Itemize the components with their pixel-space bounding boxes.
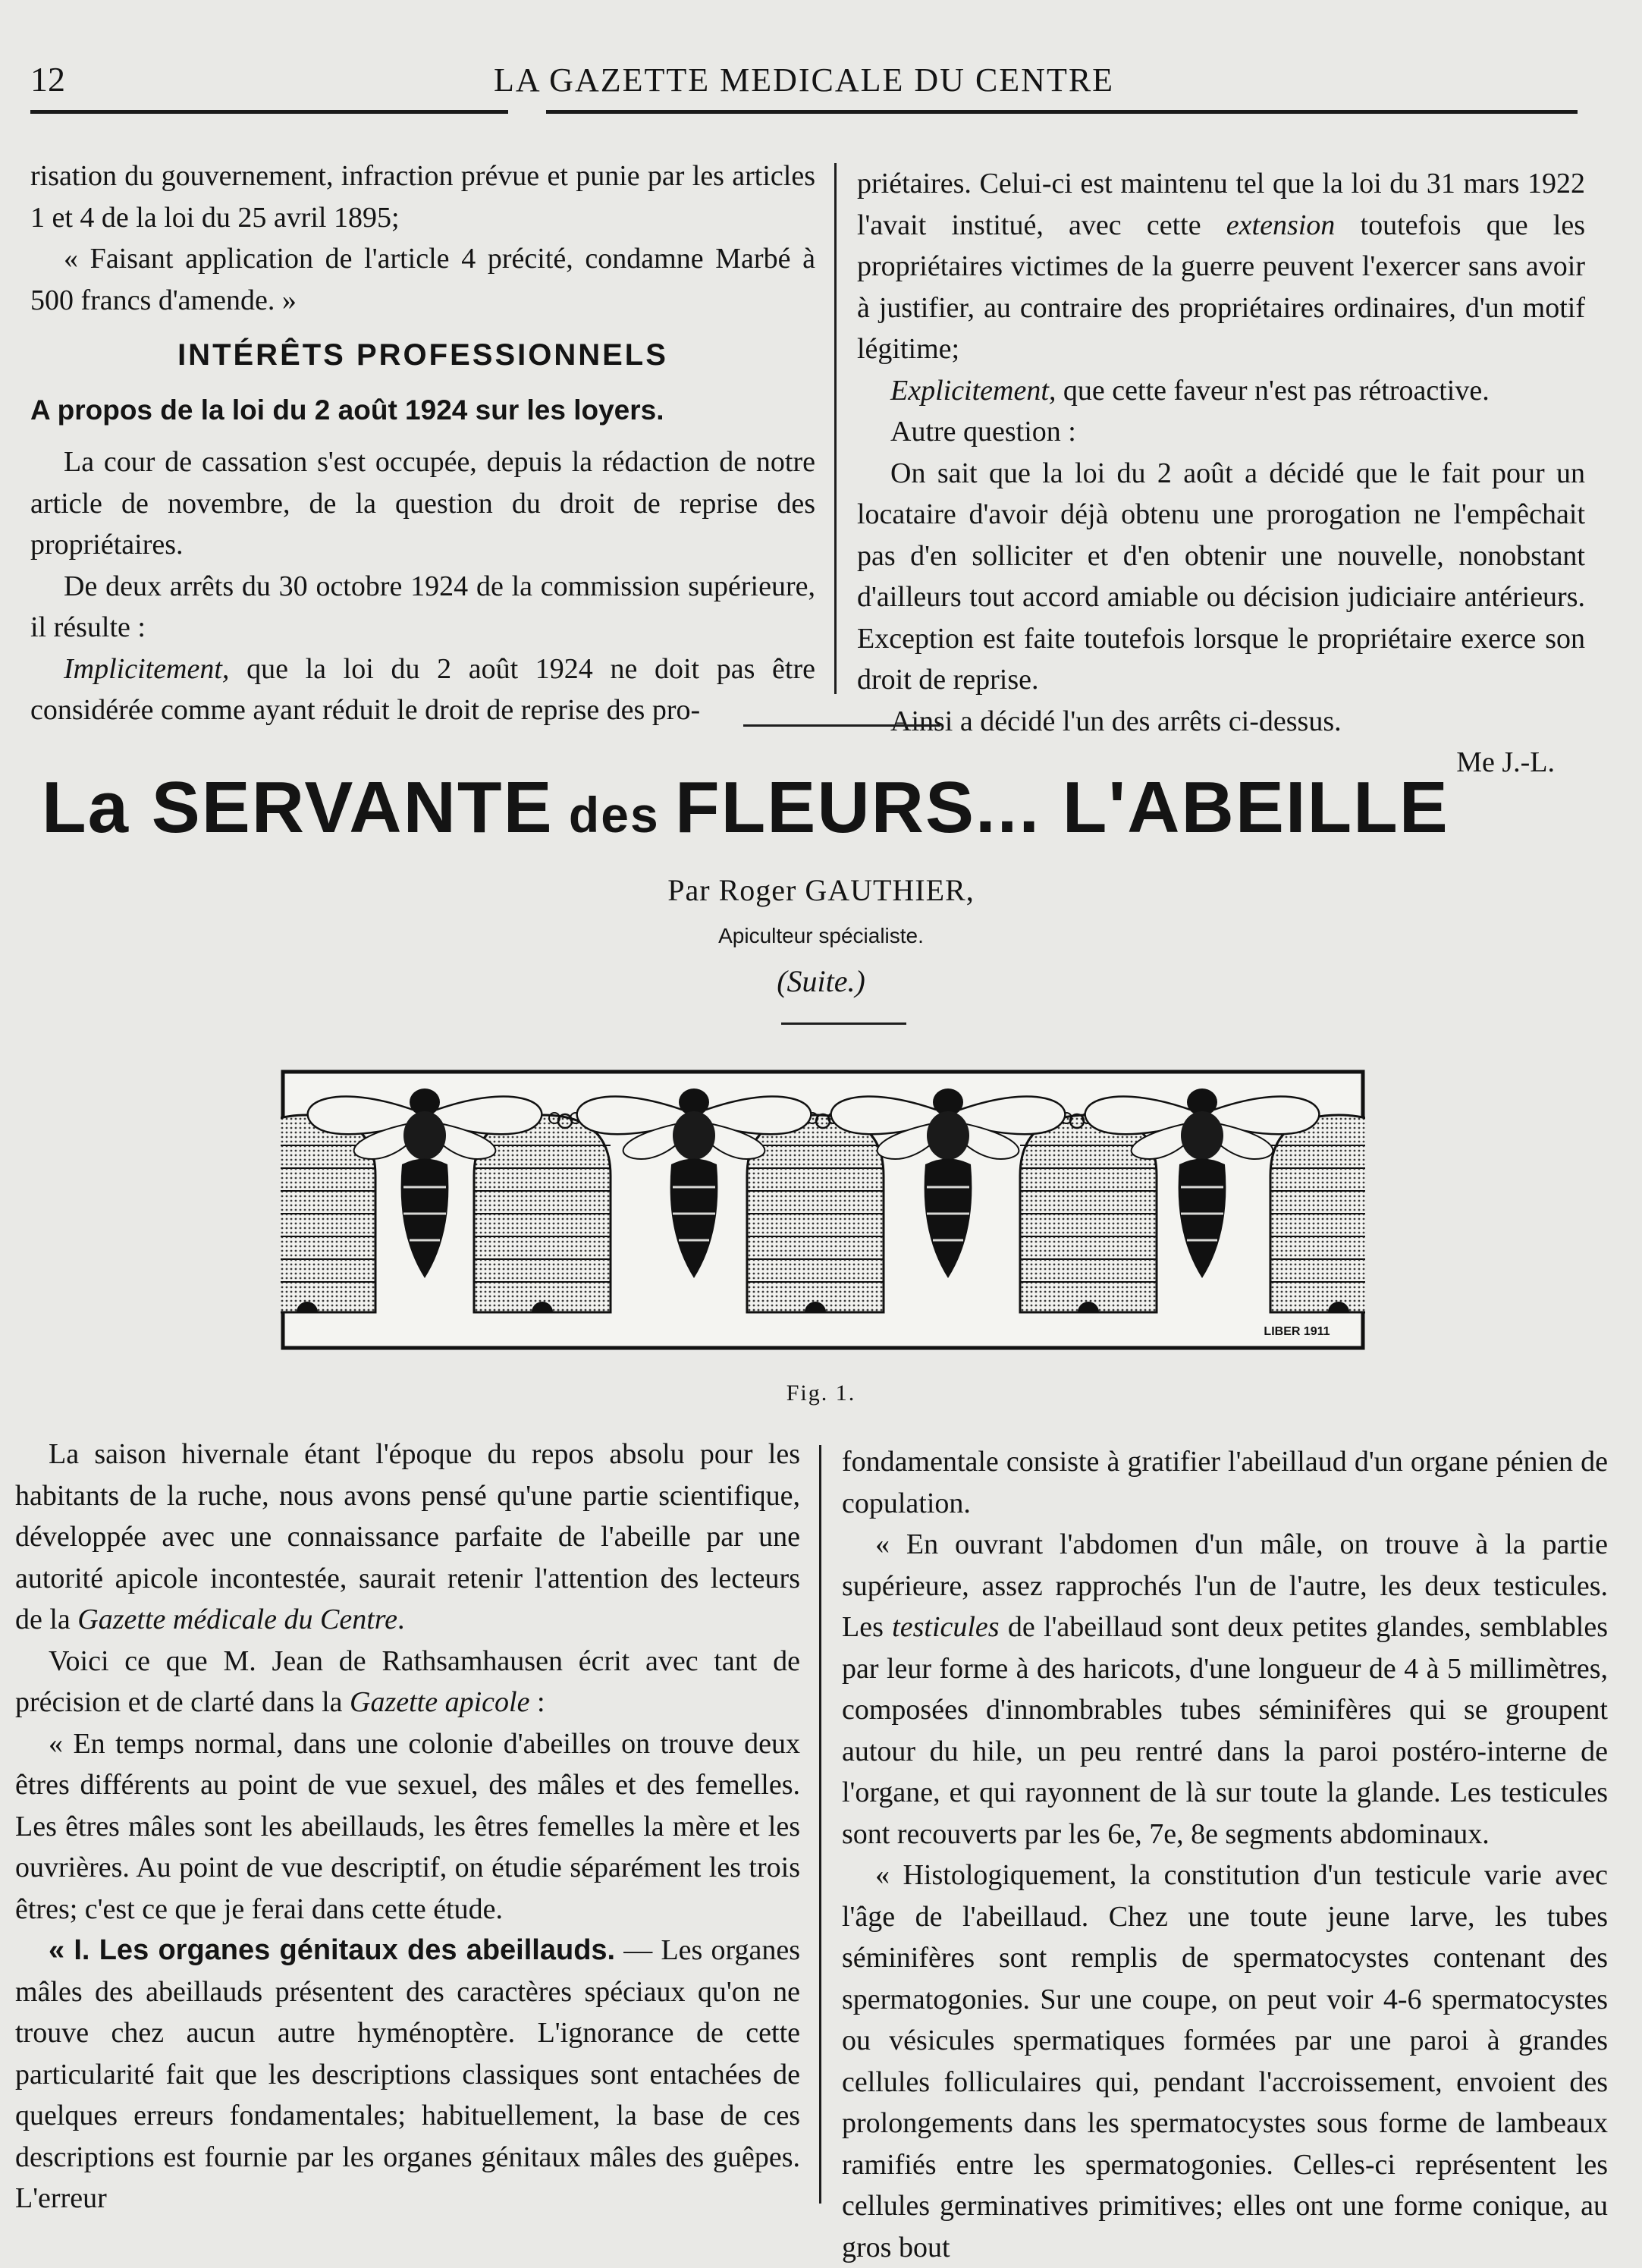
paragraph-text: :	[529, 1686, 545, 1718]
bold-heading: « I. Les organes génitaux des abeillauds.	[49, 1934, 616, 1966]
paragraph: « Histologiquement, la constitution d'un testicule varie avec l'âge de l'abeillaud. Chez une toute jeune larve, les tubes séminifères sont remplis de spermatocystes contenant des spermatogonies. Sur une coupe, on peut voir 4-6 spermatocystes ou vésicules spermatiques formées par une paroi à grandes cellules folliculaires qui, pendant l'accroissement, envoient des prolongements dans les spermatocystes sous forme de lambeaux ramifiés entre les spermatogonies. Celles-ci représentent les cellules germinatives primitives; elles ont une forme conique, au gros bout	[842, 1859, 1608, 2263]
italic-label: Explicitement,	[890, 374, 1056, 407]
paragraph-text: que cette faveur n'est pas rétroactive.	[1056, 374, 1490, 407]
italic-text: Gazette médicale du Centre	[77, 1604, 398, 1635]
header-rule-right	[546, 110, 1578, 114]
title-part: SERVANTE	[151, 767, 554, 848]
author-title: Apiculteur spécialiste.	[718, 924, 924, 947]
paragraph-text: de l'abeillaud sont deux petites glandes, semblables par leur forme à des haricots, d'une longueur de 4 à 5 millimètres, composées d'innombrables tubes séminifères qui se groupent autour du hile, un peu rentré dans la paroi postéro-interne de l'organe, et qui rayonnent de là sur toute la glande. Les testicules sont recouverts par les 6e, 7e, 8e segments abdominaux.	[842, 1611, 1609, 1850]
paragraph	[30, 649, 815, 731]
journal-title: LA GAZETTE MEDICALE DU CENTRE	[493, 61, 1115, 99]
italic-text: Gazette apicole	[350, 1686, 530, 1718]
paragraph: Ainsi a décidé l'un des arrêts ci-dessus.	[890, 705, 1342, 737]
paragraph: La cour de cassation s'est occupée, depuis la rédaction de notre article de novembre, de la question du droit de reprise des propriétaires.	[30, 446, 815, 561]
beehive-2	[474, 1115, 611, 1312]
header-rule-left	[30, 110, 508, 114]
paragraph-text: Voici ce que M. Jean de Rathsamhausen écrit avec tant de précision et de clarté dans la	[15, 1644, 800, 1718]
paragraph: risation du gouvernement, infraction prévue et punie par les articles 1 et 4 de la loi du 25 avril 1895;	[30, 160, 815, 234]
signature: Me J.-L.	[1456, 746, 1555, 778]
artist-signature: LIBER 1911	[1264, 1325, 1330, 1338]
paragraph	[857, 370, 1585, 412]
column-divider-top	[834, 163, 837, 694]
separator-rule	[781, 1022, 906, 1025]
top-right-column	[857, 163, 1585, 784]
paragraph-text: priétaires. Celui-ci est maintenu tel que la loi du 31 mars 1922 l'avait institué, avec cette	[857, 168, 1585, 241]
paragraph: fondamentale consiste à gratifier l'abeillaud d'un organe pénien de copulation.	[842, 1446, 1608, 1519]
paragraph	[15, 1641, 800, 1723]
paragraph-text: La saison hivernale étant l'époque du repos absolu pour les habitants de la ruche, nous avons pensé qu'une partie scientifique, développée avec une connaissance parfaite de l'abeille par une autorité apicole incontestée, saurait retenir l'attention des lecteurs de la	[15, 1438, 800, 1635]
italic-label: Implicitement,	[64, 652, 230, 685]
paragraph: « En temps normal, dans une colonie d'abeilles on trouve deux êtres différents au point de vue sexuel, des mâles et des femelles. Les êtres mâles sont les abeillauds, les êtres femelles la mère et les ouvrières. Au point de vue descriptif, on étudie séparément les trois êtres; c'est ce que je ferai dans cette étude.	[15, 1727, 800, 1925]
paragraph	[857, 163, 1585, 370]
page-header	[30, 53, 1578, 114]
paragraph	[842, 1524, 1608, 1855]
title-part: FLEURS... L'ABEILLE	[675, 767, 1449, 848]
bottom-right-column	[842, 1441, 1608, 2268]
italic-text: testicules	[892, 1611, 1000, 1643]
column-divider-bottom	[819, 1445, 821, 2204]
paragraph: De deux arrêts du 30 octobre 1924 de la commission supérieure, il résulte :	[30, 570, 815, 643]
paragraph	[15, 1434, 800, 1641]
author-line: Par Roger GAUTHIER,	[667, 873, 975, 907]
italic-text: extension	[1226, 209, 1336, 241]
suite-label: (Suite.)	[777, 964, 865, 998]
title-part: des	[553, 787, 675, 843]
paragraph: On sait que la loi du 2 août a décidé que le fait pour un locataire d'avoir déjà obtenu une prorogation ne l'empêchait pas d'en solliciter et d'en obtenir une nouvelle, nonobstant d'ailleurs tout accord amiable ou décision judiciaire antérieurs. Exception est faite toutefois lorsque le propriétaire exerce son droit de reprise.	[857, 457, 1585, 696]
paragraph-text: toutefois que les propriétaires victimes de la guerre peuvent l'exercer sans avoir à justifier, au contraire des propriétaires ordinaires, d'un motif légitime;	[857, 209, 1586, 365]
subheading: A propos de la loi du 2 août 1924 sur les loyers.	[30, 394, 664, 426]
beehive-3	[747, 1115, 884, 1312]
top-left-column	[30, 155, 815, 731]
page-number: 12	[30, 60, 65, 99]
figure-caption: Fig. 1.	[786, 1381, 856, 1406]
beehive-5	[1270, 1115, 1365, 1312]
bottom-left-column	[15, 1434, 800, 2219]
article-title	[42, 766, 1604, 850]
section-heading: INTÉRÊTS PROFESSIONNELS	[177, 338, 668, 372]
paragraph-text: que la loi du 2 août 1924 ne doit pas être considérée comme ayant réduit le droit de reprise des pro-	[30, 652, 815, 726]
paragraph-text: — Les organes mâles des abeillauds présentent des caractères spéciaux qu'on ne trouve chez aucun autre hyménoptère. L'ignorance de cette particularité fait que les descriptions classiques sont entachées de quelques erreurs fondamentales; habituellement, la base de ces descriptions est fournie par les organes génitaux mâles des guêpes. L'erreur	[15, 1934, 801, 2214]
paragraph-text: .	[397, 1604, 405, 1635]
paragraph-text: « En ouvrant l'abdomen d'un mâle, on trouve à la partie supérieure, assez rapprochés l'un de l'autre, les deux testicules. Les	[842, 1528, 1608, 1643]
paragraph: « Faisant application de l'article 4 précité, condamne Marbé à 500 francs d'amende. »	[30, 243, 815, 316]
bee-hive-illustration	[281, 1070, 1365, 1350]
separator-rule	[743, 724, 940, 727]
paragraph	[15, 1930, 800, 2219]
title-part: La	[42, 767, 152, 848]
paragraph: Autre question :	[890, 416, 1076, 448]
